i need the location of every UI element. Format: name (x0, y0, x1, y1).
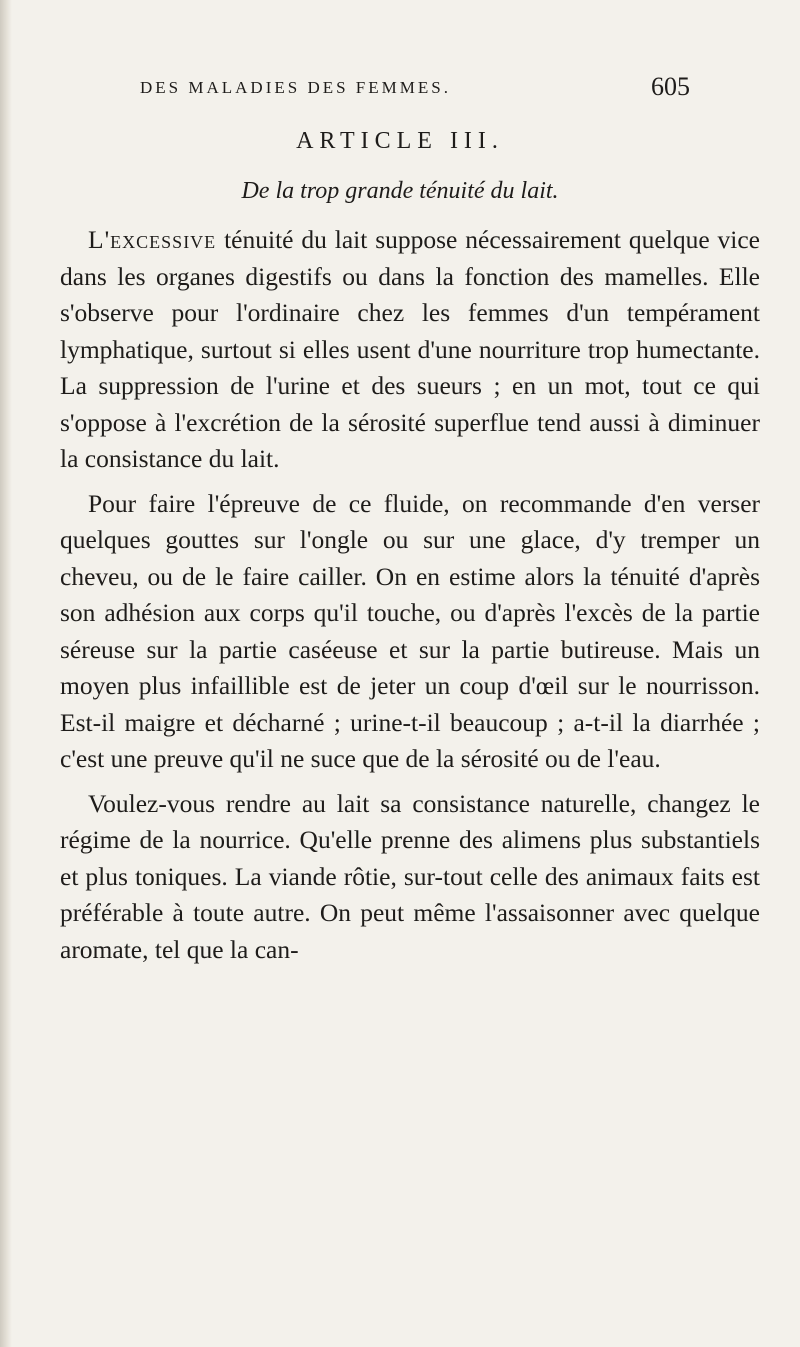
paragraph-3 (60, 786, 760, 969)
paragraph-text: ténuité du lait suppose nécessairement quelque vice dans les organes digestifs ou dans la fonction des mamelles. Elle s'observe pour l'ordinaire chez les femmes d'un tempérament lymphatique, surtout si elles usent d'une nourriture trop humectante. La suppression de l'urine et des sueurs ; en un mot, tout ce qui s'oppose à l'excrétion de la sérosité superflue tend aussi à diminuer la consistance du lait. (60, 225, 760, 473)
paragraph-text: Pour faire l'épreuve de ce fluide, on recommande d'en verser quelques gouttes sur l'ongle ou sur une glace, d'y tremper un cheveu, ou de le faire cailler. On en estime alors la ténuité d'après son adhésion aux corps qu'il touche, ou d'après l'excès de la partie séreuse sur la partie caséeuse et sur la partie butireuse. Mais un moyen plus infaillible est de jeter un coup d'œil sur le nourrisson. Est-il maigre et décharné ; urine-t-il beaucoup ; a-t-il la diarrhée ; c'est une preuve qu'il ne suce que de la sérosité ou de l'eau. (60, 488, 760, 773)
article-subtitle: De la trop grande ténuité du lait. (241, 178, 559, 204)
running-header (140, 72, 690, 101)
page-number: 605 (651, 72, 690, 101)
body-text (60, 222, 760, 976)
running-title: DES MALADIES DES FEMMES. (140, 78, 451, 97)
article-heading: ARTICLE III. (296, 128, 504, 154)
paragraph-lead: L'excessive (88, 225, 217, 254)
paragraph-text: Voulez-vous rendre au lait sa consistance naturelle, changez le régime de la nourrice. Qu'elle prenne des alimens plus substantiels et plus toniques. La viande rôtie, sur-tout celle des animaux faits est préférable à toute autre. On peut même l'assaisonner avec quelque aromate, tel que la can- (60, 788, 760, 964)
paragraph-2 (60, 486, 760, 778)
paragraph-1 (60, 222, 760, 478)
